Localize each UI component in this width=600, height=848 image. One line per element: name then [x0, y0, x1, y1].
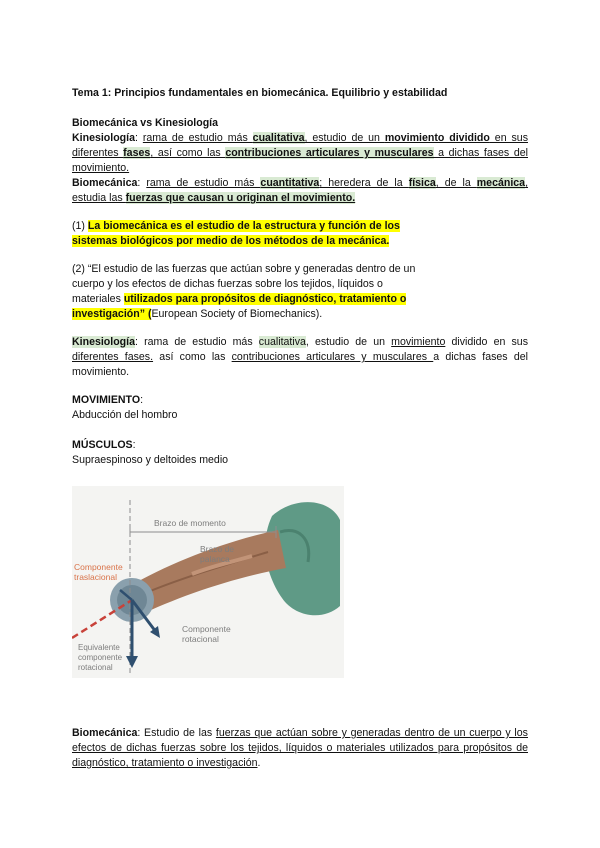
- label-brazo-palanca-2: palanca: [200, 554, 230, 564]
- label-equivalente-3: rotacional: [78, 663, 113, 672]
- section-heading: Biomecánica vs Kinesiología: [72, 117, 219, 129]
- biomecanica-term: Biomecánica: [72, 177, 138, 189]
- label-componente-rotacional-2: rotacional: [182, 634, 219, 644]
- kinesiologia-term: Kinesiología: [72, 132, 135, 144]
- document-title: Tema 1: Principios fundamentales en biomecánica. Equilibrio y estabilidad: [72, 87, 448, 99]
- musculos-value: Supraespinoso y deltoides medio: [72, 454, 229, 466]
- kinesiologia-definition-2: Kinesiología: rama de estudio más cualitativa, estudio de un movimiento dividido en sus diferentes fases. así como las contribuciones articulares y musculares a dichas fases del movimiento.: [72, 336, 528, 378]
- label-componente-traslacional-1: Componente: [74, 562, 123, 572]
- biomecanica-definition: Biomecánica: rama de estudio más cuantitativa; heredera de la física, de la mecánica, estudia las fuerzas que causan u originan el movimiento.: [72, 177, 529, 204]
- movimiento-value: Abducción del hombro: [72, 409, 178, 421]
- definition-2: (2) “El estudio de las fuerzas que actúan sobre y generadas dentro de un cuerpo y los efectos de dichas fuerzas sobre los tejidos, líquidos o materiales utilizados para propósitos de diagnóstico, tratamiento o investigación” (European Society of Biomechanics).: [72, 263, 416, 320]
- definition-1: (1) La biomecánica es el estudio de la estructura y función de los sistemas biológicos por medio de los métodos de la mecánica.: [72, 220, 400, 247]
- shoulder-abduction-figure: [72, 486, 344, 678]
- label-brazo-momento: Brazo de momento: [154, 518, 226, 528]
- label-componente-traslacional-2: traslacional: [74, 572, 117, 582]
- label-equivalente-2: componente: [78, 653, 123, 662]
- label-equivalente-1: Equivalente: [78, 643, 120, 652]
- musculos-section: MÚSCULOS: Supraespinoso y deltoides medio: [72, 439, 229, 466]
- label-componente-rotacional-1: Componente: [182, 624, 231, 634]
- movimiento-section: MOVIMIENTO: Abducción del hombro: [72, 394, 178, 421]
- kinesiologia-definition: Kinesiología: rama de estudio más cualitativa, estudio de un movimiento dividido en sus diferentes fases, así como las contribuciones articulares y musculares a dichas fases del movimiento.: [72, 132, 528, 174]
- label-brazo-palanca-1: Brazo de: [200, 544, 235, 554]
- biomecanica-final-definition: Biomecánica: Estudio de las fuerzas que actúan sobre y generadas dentro de un cuerpo y los efectos de dichas fuerzas sobre los tejidos, líquidos o materiales utilizados para propósitos de diagnóstico, tratamiento o investigación.: [72, 727, 528, 769]
